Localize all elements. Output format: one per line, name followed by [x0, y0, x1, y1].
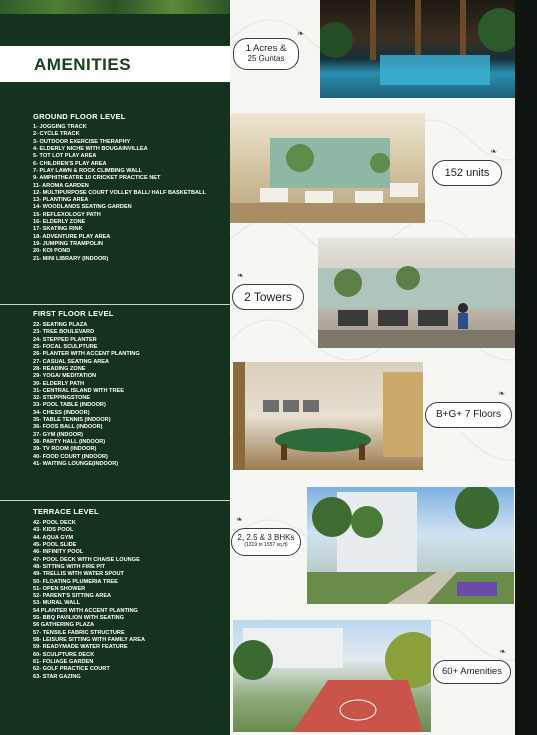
amenity-item: 33- POOL TABLE (INDOOR)	[33, 402, 106, 409]
page-title: AMENITIES	[34, 55, 132, 74]
towers-value: 2 Towers	[244, 290, 292, 304]
foliage-border	[0, 0, 230, 14]
leaf-icon: ❧	[236, 515, 243, 524]
amenity-item: 27- CASUAL SEATING AREA	[33, 358, 110, 365]
gym-photo	[318, 238, 515, 348]
amenity-item: 60- SCULPTURE DECK	[33, 651, 95, 658]
amenity-item: 7- PLAY LAWN & ROCK CLIMBING WALL	[33, 167, 143, 174]
amenity-item: 30- ELDERLY PATH	[33, 380, 85, 387]
bhk-line1: 2, 2.5 & 3 BHKs	[237, 533, 295, 542]
amenity-item: 26- PLANTER WITH ACCENT PLANTING	[33, 351, 140, 358]
amenity-item: 36- FOOS BALL (INDOOR)	[33, 424, 103, 431]
amenity-item: 43- KIDS POOL	[33, 527, 74, 534]
towers-photo	[307, 487, 514, 604]
amenity-item: 53- MURAL WALL	[33, 600, 81, 607]
amenity-item: 16- ELDERLY ZONE	[33, 219, 86, 226]
amenity-item: 61- FOLIAGE GARDEN	[33, 658, 94, 665]
area-line1: 1 Acres &	[245, 43, 287, 54]
amenity-item: 23- TREE BOULEVARD	[33, 329, 95, 336]
amenity-item: 6- CHILDREN'S PLAY AREA	[33, 160, 107, 167]
pool-illustration	[320, 0, 515, 98]
amenities-bubble	[433, 647, 511, 684]
units-value: 152 units	[444, 167, 490, 179]
amenity-item: 2- CYCLE TRACK	[33, 131, 80, 138]
amenity-item: 19- JUMPING TRAMPOLIN	[33, 241, 103, 247]
leaf-icon: ❧	[490, 147, 497, 156]
ground-floor-list	[33, 124, 206, 263]
ground-floor-heading: GROUND FLOOR LEVEL	[33, 112, 126, 121]
amenity-item: 39- TV ROOM (INDOOR)	[33, 446, 97, 453]
amenity-item: 12- MULTIPURPOSE COURT VOLLEY BALL/ HALF BASKETBALL	[33, 189, 206, 196]
edge-strip	[515, 0, 537, 735]
amenity-item: 51- OPEN SHOWER	[33, 585, 86, 592]
first-floor-list	[33, 322, 140, 468]
amenity-item: 25- FOCAL SCULPTURE	[33, 343, 98, 350]
units-bubble	[432, 147, 502, 186]
amenity-item: 17- SKATING RINK	[33, 226, 83, 233]
amenity-item: 47- POOL DECK WITH CHAISE LOUNGE	[33, 556, 140, 563]
amenities-value: 60+ Amenities	[442, 666, 502, 677]
amenity-item: 63- STAR GAZING	[33, 673, 81, 680]
terrace-list	[33, 520, 145, 681]
floors-bubble	[425, 389, 512, 428]
area-bubble	[233, 29, 304, 70]
amenity-item: 38- PARTY HALL (INDOOR)	[33, 439, 106, 445]
banquet-photo	[230, 113, 425, 223]
area-line2: 25 Guntas	[247, 54, 285, 63]
bhk-line2: (1319 to 1557 sq.ft)	[244, 542, 288, 548]
amenity-item: 37- GYM (INDOOR)	[33, 431, 84, 438]
amenity-item: 50- FLOATING PLUMERIA TREE	[33, 578, 118, 585]
amenity-item: 9- AMPHITHEATRE 10 CRICKET PRACTICE NET	[33, 175, 161, 182]
amenity-item: 21- MINI LIBRARY (INDOOR)	[33, 255, 109, 262]
pool-photo	[320, 0, 515, 98]
amenity-item: 56 GATHERING PLAZA	[33, 622, 95, 629]
amenity-item: 11- AROMA GARDEN	[33, 182, 89, 189]
amenity-item: 29- YOGA/ MEDITATION	[33, 373, 97, 380]
amenity-item: 31- CENTRAL ISLAND WITH TREE	[33, 387, 124, 394]
amenity-item: 13- PLANTING AREA	[33, 197, 89, 204]
amenity-item: 55- BBQ PAVILION WITH SEATING	[33, 615, 125, 622]
towers-illustration	[307, 487, 514, 604]
court-photo	[233, 620, 431, 732]
leaf-icon: ❧	[498, 389, 505, 398]
towers-bubble	[232, 271, 304, 310]
leaf-icon: ❧	[297, 29, 304, 38]
amenity-item: 40- FOOD COURT (INDOOR)	[33, 453, 108, 460]
amenity-item: 34- CHESS (INDOOR)	[33, 409, 90, 416]
amenity-item: 32- STEPPINGSTONE	[33, 395, 91, 402]
billiard-illustration	[233, 362, 423, 470]
amenity-item: 62- GOLF PRACTICE COURT	[33, 666, 110, 673]
banquet-illustration	[230, 113, 425, 223]
amenity-item: 1- JOGGING TRACK	[33, 124, 87, 130]
floors-value: B+G+ 7 Floors	[435, 409, 502, 420]
amenity-item: 59- READYMADE WATER FEATURE	[33, 644, 128, 651]
first-floor-heading: FIRST FLOOR LEVEL	[33, 309, 114, 318]
amenity-item: 46- INFINITY POOL	[33, 549, 84, 556]
amenity-item: 20- KOI POND	[33, 248, 71, 255]
amenity-item: 58- LEISURE SITTING WITH FAMILY AREA	[33, 637, 145, 643]
amenity-item: 15- REFLEXOLOGY PATH	[33, 211, 101, 218]
court-illustration	[233, 620, 431, 732]
terrace-heading: TERRACE LEVEL	[33, 507, 99, 516]
amenity-item: 22- SEATING PLAZA	[33, 322, 88, 328]
amenity-item: 18- ADVENTURE PLAY AREA	[33, 233, 111, 240]
amenity-item: 44- AQUA GYM	[33, 534, 73, 541]
amenity-item: 28- READING ZONE	[33, 365, 86, 372]
bhk-bubble	[231, 515, 301, 556]
amenity-item: 54 PLANTER WITH ACCENT PLANTING	[33, 607, 138, 614]
amenity-item: 3- OUTDOOR EXERCISE THERAPHY	[33, 138, 131, 145]
amenity-item: 4- ELDERLY NICHE WITH BOUGAINVILLEA	[33, 145, 148, 152]
amenity-item: 41- WAITING LOUNGE(INDOOR)	[33, 460, 119, 467]
amenity-item: 35- TABLE TENNIS (INDOOR)	[33, 417, 111, 424]
gym-illustration	[318, 238, 515, 348]
amenity-item: 24- STEPPED PLANTER	[33, 336, 97, 343]
amenity-item: 57- TENSILE FABRIC STRUCTURE	[33, 629, 125, 636]
leaf-icon: ❧	[499, 647, 506, 656]
amenity-item: 14- WOODLANDS SEATING GARDEN	[33, 204, 132, 211]
amenity-item: 52- PARENT'S SITTING AREA	[33, 593, 112, 600]
amenity-item: 45- POOL SLIDE	[33, 541, 77, 548]
leaf-icon: ❧	[237, 271, 244, 280]
section-divider	[0, 500, 230, 501]
amenity-item: 48- SITTING WITH FIRE PIT	[33, 563, 106, 570]
amenity-item: 5- TOT LOT PLAY AREA	[33, 153, 97, 160]
amenity-item: 42- POOL DECK	[33, 520, 76, 526]
amenity-item: 49- TRELLIS WITH WATER SPOUT	[33, 571, 124, 578]
section-divider	[0, 304, 230, 305]
billiard-photo	[233, 362, 423, 470]
